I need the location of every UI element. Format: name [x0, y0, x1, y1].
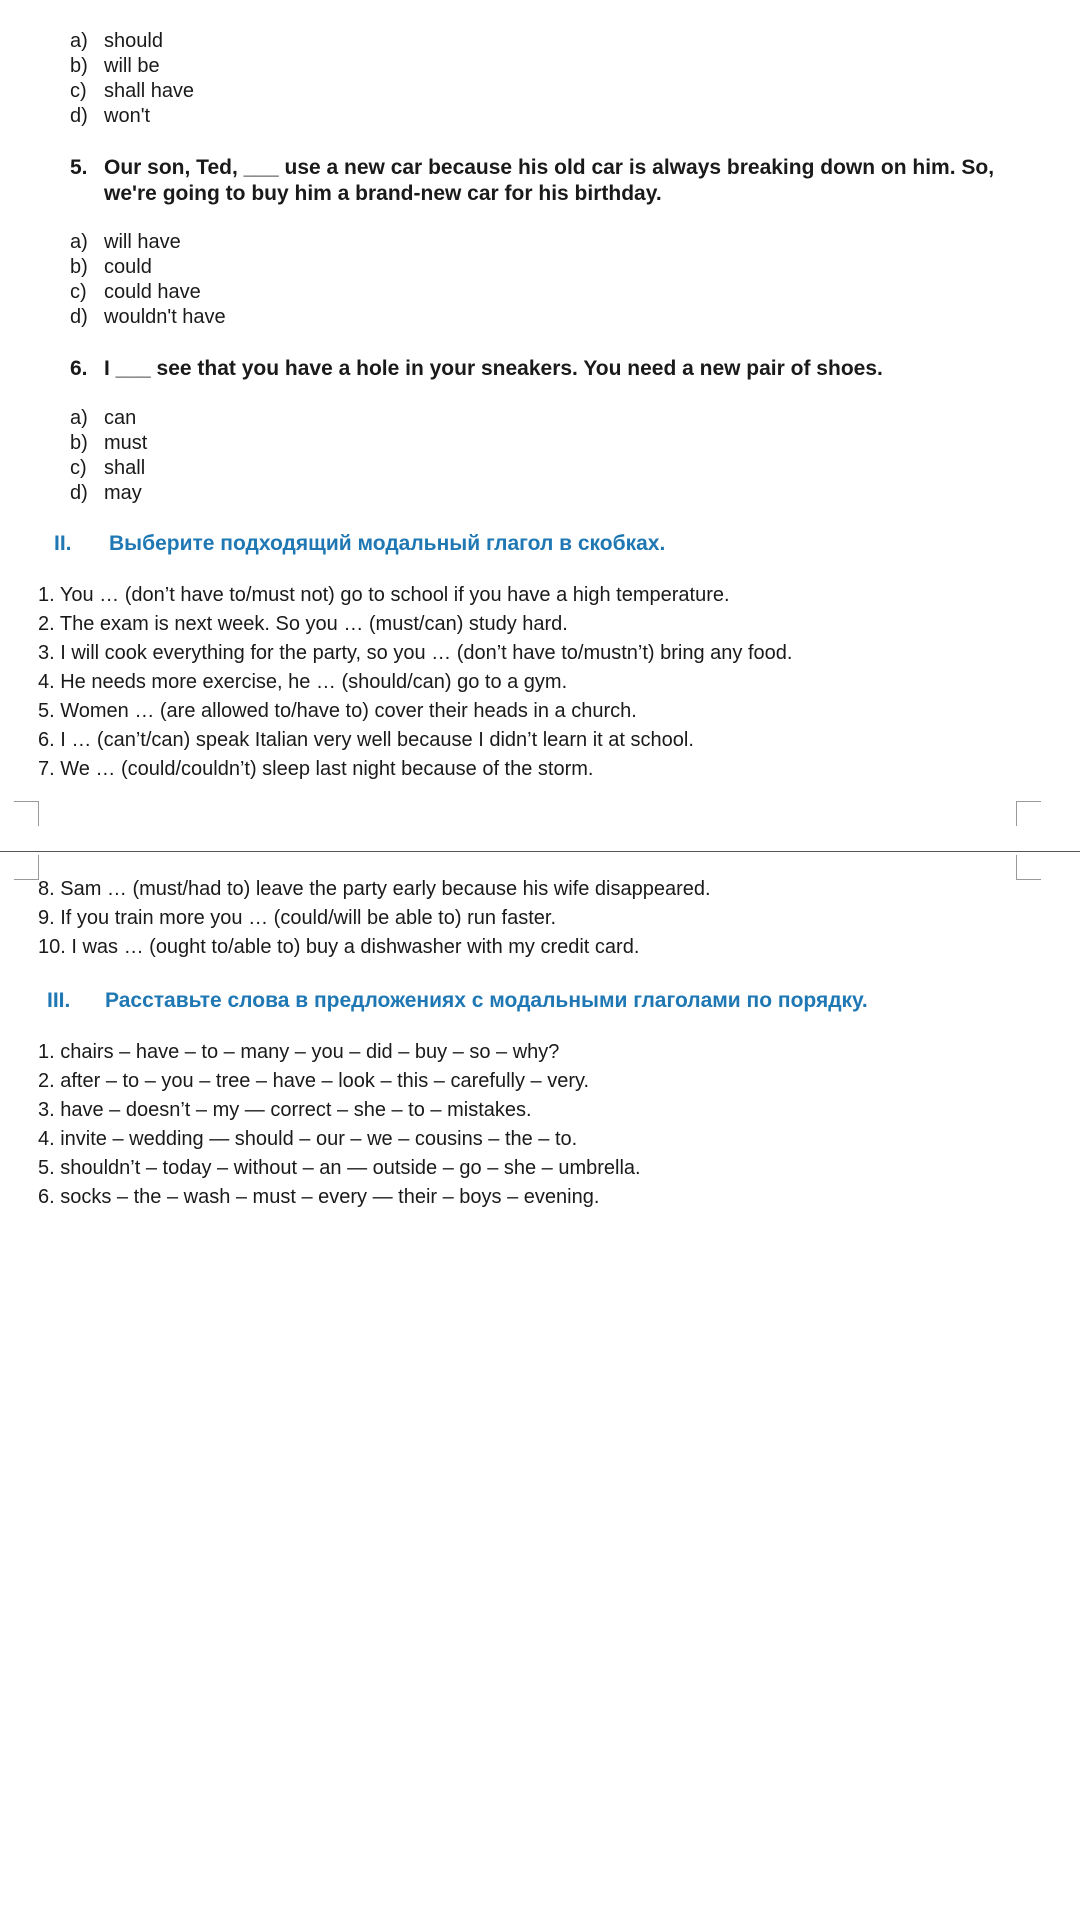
list-item: b) will be — [70, 55, 160, 77]
list-item: 7. We … (could/couldn’t) sleep last night because of the storm. — [38, 758, 594, 780]
page-corner-mark — [1016, 855, 1041, 880]
list-item: 9. If you train more you … (could/will be able to) run faster. — [38, 907, 557, 929]
page-corner-mark — [14, 801, 39, 826]
list-item: 3. I will cook everything for the party, so you … (don’t have to/mustn’t) bring any food. — [38, 642, 793, 664]
list-item: c) shall — [70, 457, 146, 479]
q4-options — [70, 29, 194, 129]
list-item: 1. chairs – have – to – many – you – did – buy – so – why? — [38, 1041, 560, 1063]
list-item: b) could — [70, 256, 152, 278]
list-item: a) can — [70, 407, 137, 429]
section-2-heading: II. Выберите подходящий модальный глагол в скобках. — [54, 532, 666, 555]
list-item: 6. socks – the – wash – must – every — their – boys – evening. — [38, 1186, 600, 1208]
list-item: 10. I was … (ought to/able to) buy a dishwasher with my credit card. — [38, 936, 640, 958]
question-5: 5. Our son, Ted, ___ use a new car because his old car is always breaking down on him. So, we're going to buy him a brand-new car for his birthday. — [70, 156, 995, 205]
section-2-list — [38, 581, 792, 784]
section-2-list-continued — [38, 875, 711, 962]
page-corner-mark — [14, 855, 39, 880]
list-item: 6. I … (can’t/can) speak Italian very well because I didn’t learn it at school. — [38, 729, 694, 751]
list-item: d) may — [70, 482, 142, 504]
list-item: d) won't — [70, 105, 151, 127]
section-3-list — [38, 1038, 641, 1212]
list-item: 1. You … (don’t have to/must not) go to school if you have a high temperature. — [38, 584, 730, 606]
list-item: c) shall have — [70, 80, 195, 102]
list-item: 4. He needs more exercise, he … (should/can) go to a gym. — [38, 671, 568, 693]
list-item: a) should — [70, 30, 163, 52]
list-item: 5. Women … (are allowed to/have to) cover their heads in a church. — [38, 700, 637, 722]
list-item: 2. after – to – you – tree – have – look – this – carefully – very. — [38, 1070, 590, 1092]
list-item: d) wouldn't have — [70, 306, 226, 328]
q5-options — [70, 230, 226, 330]
list-item: 5. shouldn’t – today – without – an — outside – go – she – umbrella. — [38, 1157, 641, 1179]
page-break-divider — [0, 851, 1080, 852]
list-item: 3. have – doesn’t – my — correct – she – to – mistakes. — [38, 1099, 532, 1121]
list-item: a) will have — [70, 231, 181, 253]
q6-options — [70, 406, 147, 506]
list-item: 4. invite – wedding — should – our – we – cousins – the – to. — [38, 1128, 578, 1150]
question-6: 6. I ___ see that you have a hole in your sneakers. You need a new pair of shoes. — [70, 357, 883, 380]
section-3-heading: III. Расставьте слова в предложениях с модальными глаголами по порядку. — [47, 989, 868, 1012]
list-item: 8. Sam … (must/had to) leave the party early because his wife disappeared. — [38, 878, 711, 900]
page-corner-mark — [1016, 801, 1041, 826]
list-item: b) must — [70, 432, 148, 454]
list-item: 2. The exam is next week. So you … (must/can) study hard. — [38, 613, 568, 635]
list-item: c) could have — [70, 281, 201, 303]
